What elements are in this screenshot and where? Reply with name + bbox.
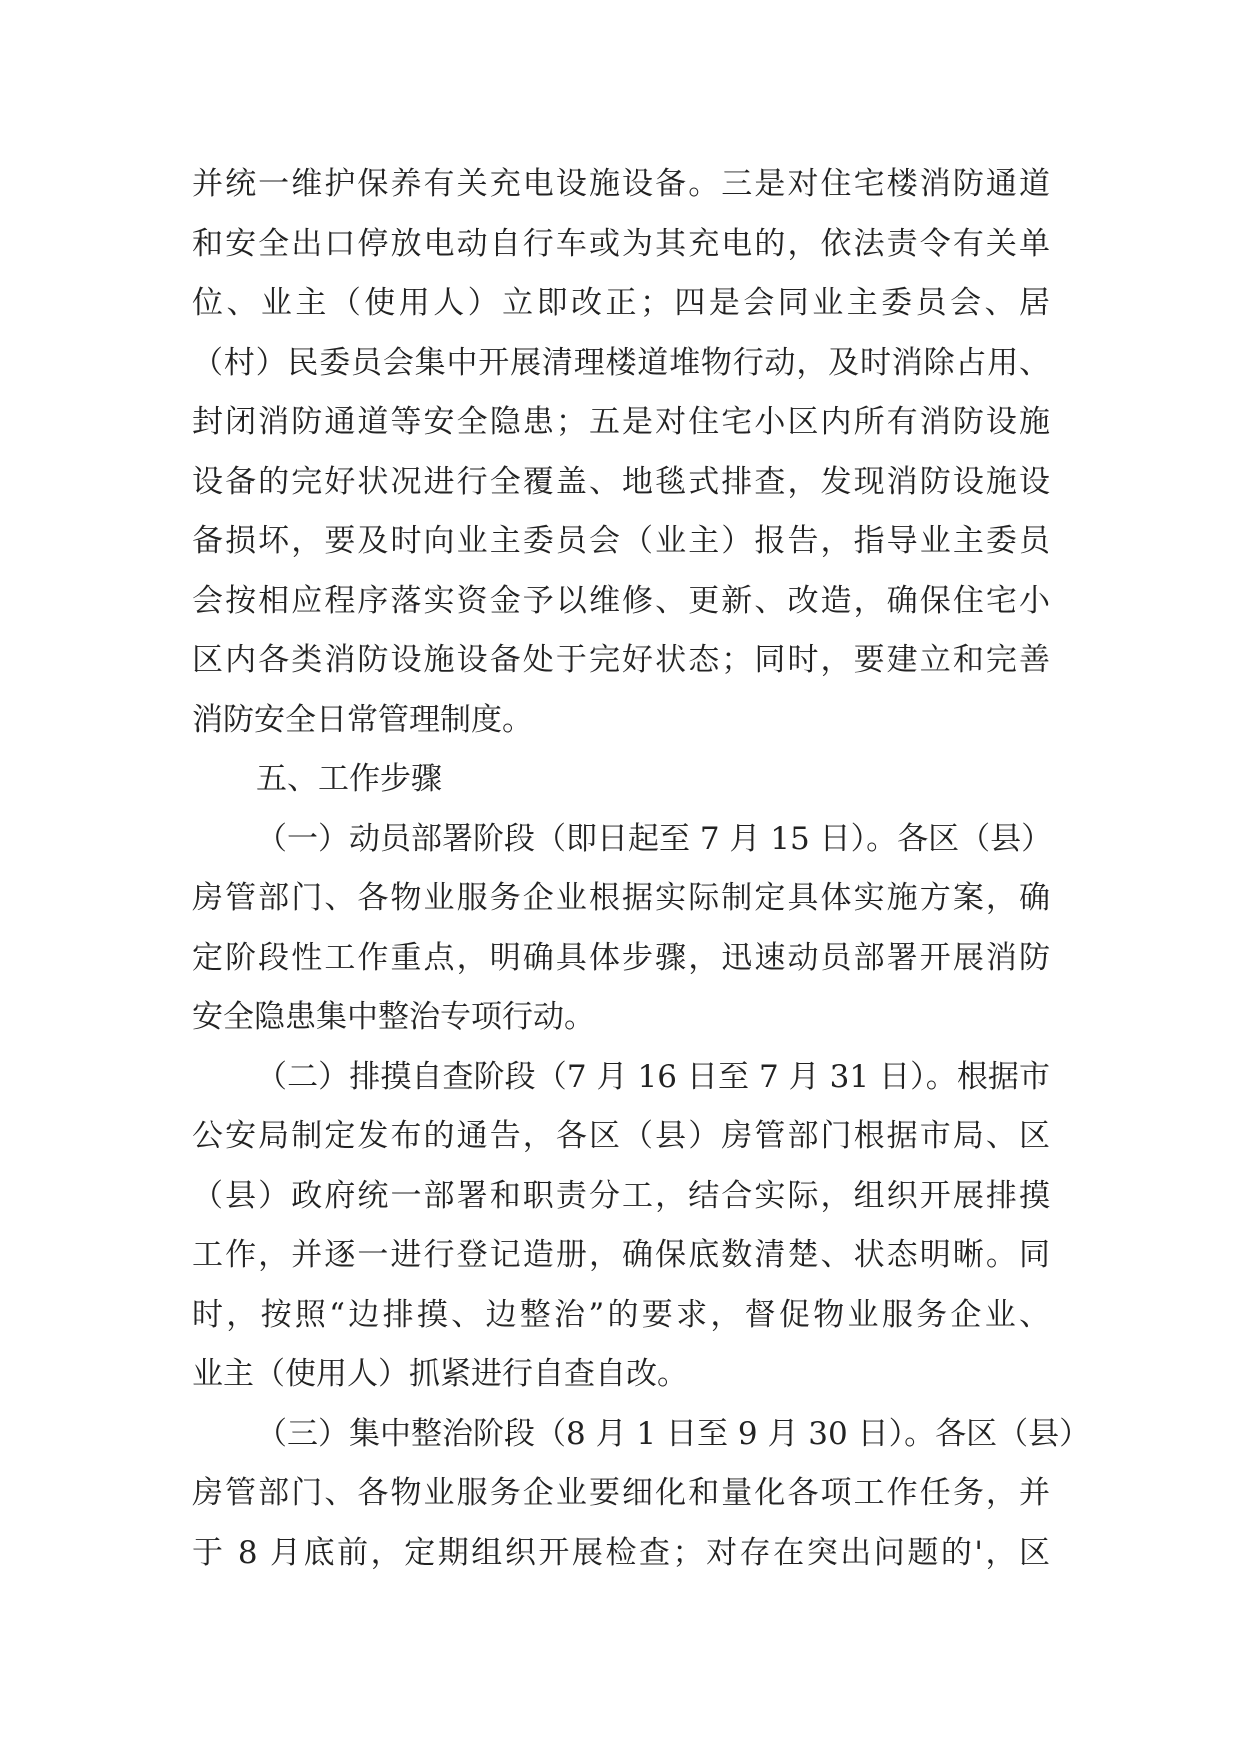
text-line: 房管部门、各物业服务企业要细化和量化各项工作任务，并 bbox=[192, 1475, 1050, 1511]
text-line: 公安局制定发布的通告，各区（县）房管部门根据市局、区 bbox=[192, 1118, 1050, 1154]
text-line: 备损坏，要及时向业主委员会（业主）报告，指导业主委员 bbox=[192, 523, 1050, 559]
text-line: 并统一维护保养有关充电设施设备。三是对住宅楼消防通道 bbox=[192, 166, 1050, 202]
text-line: 消防安全日常管理制度。 bbox=[192, 701, 533, 738]
text-line: 区内各类消防设施设备处于完好状态；同时，要建立和完善 bbox=[192, 642, 1050, 678]
text-line: 设备的完好状况进行全覆盖、地毯式排查，发现消防设施设 bbox=[192, 463, 1050, 500]
text-line: 封闭消防通道等安全隐患；五是对住宅小区内所有消防设施 bbox=[192, 404, 1050, 440]
text-line: 会按相应程序落实资金予以维修、更新、改造，确保住宅小 bbox=[192, 582, 1050, 619]
text-line: 时，按照“边排摸、边整治”的要求，督促物业服务企业、 bbox=[192, 1296, 1050, 1333]
text-line: 房管部门、各物业服务企业根据实际制定具体实施方案，确 bbox=[192, 880, 1050, 916]
text-line: 位、业主（使用人）立即改正；四是会同业主委员会、居 bbox=[192, 285, 1050, 321]
document-body bbox=[192, 155, 1091, 1583]
text-line: （村）民委员会集中开展清理楼道堆物行动，及时消除占用、 bbox=[192, 344, 1050, 381]
text-line: （一）动员部署阶段（即日起至 7 月 15 日）。各区（县） bbox=[256, 820, 1053, 857]
text-line: （二）排摸自查阶段（7 月 16 日至 7 月 31 日）。根据市 bbox=[256, 1058, 1050, 1095]
text-line: 工作，并逐一进行登记造册，确保底数清楚、状态明晰。同 bbox=[192, 1237, 1050, 1273]
text-line: 定阶段性工作重点，明确具体步骤，迅速动员部署开展消防 bbox=[192, 939, 1050, 976]
text-line: 于 8 月底前，定期组织开展检查；对存在突出问题的'，区 bbox=[192, 1534, 1050, 1571]
text-line: （县）政府统一部署和职责分工，结合实际，组织开展排摸 bbox=[192, 1177, 1050, 1214]
text-line: 安全隐患集中整治专项行动。 bbox=[192, 999, 595, 1035]
section-heading: 五、工作步骤 bbox=[256, 761, 442, 797]
text-line: （三）集中整治阶段（8 月 1 日至 9 月 30 日）。各区（县） bbox=[256, 1415, 1091, 1452]
text-line: 业主（使用人）抓紧进行自查自改。 bbox=[192, 1356, 688, 1392]
text-line: 和安全出口停放电动自行车或为其充电的，依法责令有关单 bbox=[192, 225, 1050, 262]
